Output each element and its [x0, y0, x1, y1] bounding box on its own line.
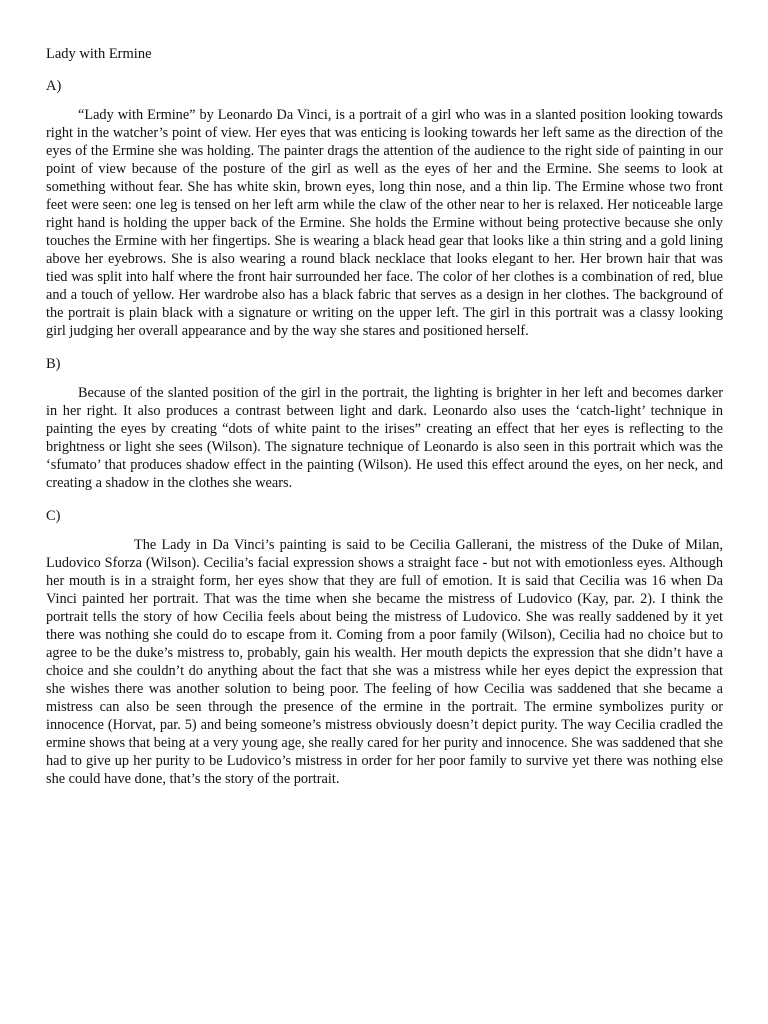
section-b-paragraph: Because of the slanted position of the girl in the portrait, the lighting is brighter in her left and becomes darker in her right. It also produces a contrast between light and dark. Leonardo also uses the ‘catch-light’ technique in painting the eyes by creating “dots of white paint to the irises” creating an effect that her eyes is reflecting to the brightness or light she sees (Wilson). The signature technique of Leonardo is also seen in this portrait which was the ‘sfumato’ that produces shadow effect in the painting (Wilson). He used this effect around the eyes, on her neck, and creating a shadow in the clothes she wears. — [46, 385, 723, 491]
section-c — [46, 506, 723, 788]
document-title: Lady with Ermine — [46, 46, 152, 62]
section-a-heading: A) — [46, 78, 62, 94]
section-b — [46, 354, 723, 492]
section-c-paragraph: The Lady in Da Vinci’s painting is said to be Cecilia Gallerani, the mistress of the Duke of Milan, Ludovico Sforza (Wilson). Cecilia’s facial expression shows a straight face - but not with emotionless eyes. Although her mouth is in a straight form, her eyes show that they are full of emotion. It is said that Cecilia was 16 when Da Vinci painted her portrait. That was the time when she became the mistress of Ludovico (Kay, par. 2). I think the portrait tells the story of how Cecilia feels about being the mistress of Ludovico. She was really saddened by it yet there was nothing she could do to escape from it. Coming from a poor family (Wilson), Cecilia had no choice but to agree to be the duke’s mistress to, probably, gain his wealth. Her mouth depicts the expression that she didn’t have a choice and she couldn’t do anything about the fact that she was a mistress while her eyes depict the expression that she wishes there was another solution to being poor. The feeling of how Cecilia was saddened that she became a mistress can also be seen through the presence of the ermine in the portrait. The ermine symbolizes purity or innocence (Horvat, par. 5) and being someone’s mistress obviously doesn’t depict purity. The way Cecilia cradled the ermine shows that being at a very young age, she really cared for her purity and innocence. She was saddened that she had to give up her purity to be Ludovico’s mistress in order for her poor family to survive yet there was nothing else she could have done, that’s the story of the portrait. — [46, 537, 723, 787]
section-a-paragraph: “Lady with Ermine” by Leonardo Da Vinci, is a portrait of a girl who was in a slanted position looking towards right in the watcher’s point of view. Her eyes that was enticing is looking towards her left same as the direction of the eyes of the Ermine she was holding. The painter drags the attention of the audience to the right side of painting in our point of view because of the posture of the girl as well as the eyes of her and the Ermine. She seems to look at something without fear. She has white skin, brown eyes, long thin nose, and a thin lip. The Ermine whose two front feet were seen: one leg is tensed on her left arm while the claw of the other near to her is relaxed. Her noticeable large right hand is holding the upper back of the Ermine. She holds the Ermine without being protective because she only touches the Ermine with her fingertips. She is wearing a black head gear that looks like a thin string and a gold lining above her eyebrows. She is also wearing a round black necklace that looks elegant to her. Her brown hair that was tied was split into half where the front hair surrounded her face. The color of her clothes is a combination of red, blue and a touch of yellow. Her wardrobe also has a black fabric that serves as a design in her clothes. The background of the portrait is plain black with a signature or writing on the upper left. The girl in this portrait was a classy looking girl judging her overall appearance and by the way she stares and positioned herself. — [46, 107, 723, 339]
document-page — [46, 44, 723, 802]
section-c-heading: C) — [46, 508, 61, 524]
section-a — [46, 76, 723, 340]
section-b-heading: B) — [46, 356, 61, 372]
